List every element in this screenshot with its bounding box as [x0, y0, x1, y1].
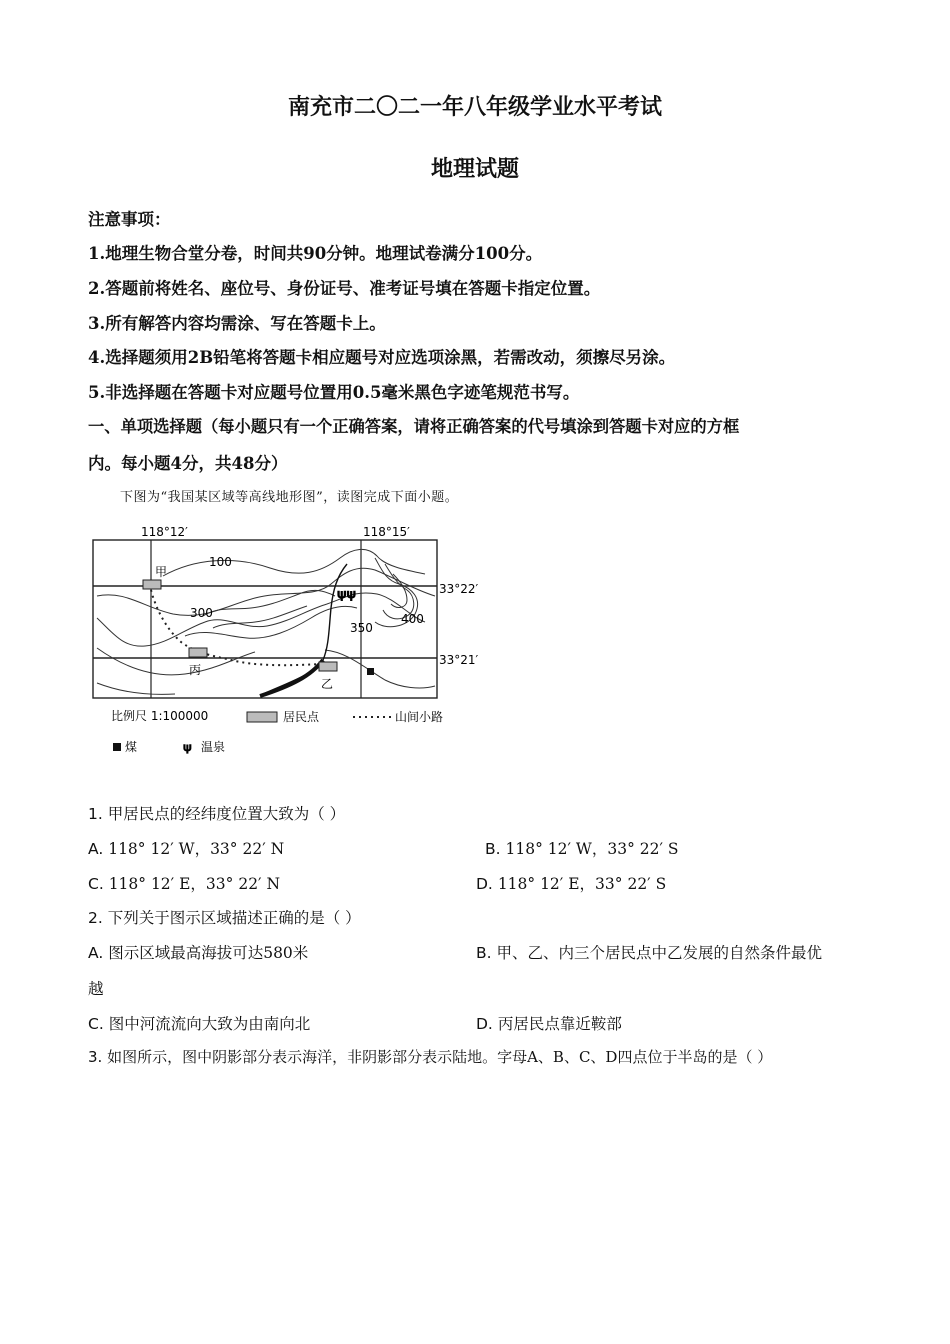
- legend-hotspring-label: 温泉: [201, 740, 226, 754]
- exam-subtitle: 地理试题: [430, 156, 519, 182]
- lat-bottom-label: 33°21′: [439, 653, 479, 667]
- section-heading-line1: 一、单项选择题（每小题只有一个正确答案，请将正确答案的代号填涂到答题卡对应的方框: [88, 417, 740, 436]
- legend-residential-swatch: [247, 712, 277, 722]
- contour-300-label: 300: [190, 606, 213, 620]
- legend-hotspring-swatch: 𝛙: [183, 740, 192, 754]
- q1-option-a[interactable]: A. 118° 12′ W，33° 22′ N: [88, 840, 285, 858]
- contour-lines: [97, 549, 435, 694]
- question-2-stem: 2. 下列关于图示区域描述正确的是（ ）: [88, 909, 361, 927]
- legend-coal-label: 煤: [125, 740, 138, 754]
- scale-label: 比例尺 1:100000: [111, 709, 209, 723]
- residential-yi: [319, 662, 337, 671]
- residential-jia: [143, 580, 161, 589]
- map-frame: [93, 540, 437, 698]
- q2-option-b-wrap: 越: [88, 980, 104, 998]
- legend-coal-swatch: [113, 743, 121, 751]
- hotspring-symbol: 𝛙𝛙: [337, 587, 356, 602]
- q2-option-d[interactable]: D. 丙居民点靠近鞍部: [476, 1015, 622, 1033]
- q1-option-c[interactable]: C. 118° 12′ E，33° 22′ N: [88, 875, 281, 893]
- notice-heading: 注意事项：: [88, 210, 171, 229]
- place-jia-label: 甲: [155, 565, 168, 579]
- contour-map: [85, 518, 485, 758]
- q1-option-b[interactable]: B. 118° 12′ W，33° 22′ S: [485, 840, 679, 858]
- notice-item-4: 4.选择题须用2B铅笔将答题卡相应题号对应选项涂黑，若需改动，须擦尽另涂。: [88, 348, 676, 367]
- contour-350-label: 350: [350, 621, 373, 635]
- q2-option-a[interactable]: A. 图示区域最高海拔可达580米: [88, 944, 309, 962]
- lon-right-label: 118°15′: [363, 525, 410, 539]
- lat-top-label: 33°22′: [439, 582, 479, 596]
- question-1-stem: 1. 甲居民点的经纬度位置大致为（ ）: [88, 805, 346, 823]
- lon-left-label: 118°12′: [141, 525, 188, 539]
- legend-path-label: 山间小路: [395, 710, 444, 724]
- q2-option-c[interactable]: C. 图中河流流向大致为由南向北: [88, 1015, 311, 1033]
- place-yi-label: 乙: [321, 677, 334, 691]
- q1-option-d[interactable]: D. 118° 12′ E，33° 22′ S: [476, 875, 667, 893]
- contour-100-label: 100: [209, 555, 232, 569]
- notice-item-3: 3.所有解答内容均需涂、写在答题卡上。: [88, 314, 386, 333]
- coal-symbol: [367, 668, 374, 675]
- mountain-path: [151, 590, 321, 665]
- exam-title: 南充市二〇二一年八年级学业水平考试: [287, 94, 662, 120]
- notice-item-2: 2.答题前将姓名、座位号、身份证号、准考证号填在答题卡指定位置。: [88, 279, 601, 298]
- notice-item-1: 1.地理生物合堂分卷，时间共90分钟。地理试卷满分100分。: [88, 244, 543, 263]
- notice-item-5: 5.非选择题在答题卡对应题号位置用0.5毫米黑色字迹笔规范书写。: [88, 383, 580, 402]
- figure-caption: 下图为“我国某区域等高线地形图”，读图完成下面小题。: [120, 490, 459, 505]
- q2-option-b[interactable]: B. 甲、乙、内三个居民点中乙发展的自然条件最优: [476, 944, 823, 962]
- section-heading-line2: 内。每小题4分，共48分）: [88, 454, 288, 473]
- place-bing-label: 丙: [189, 663, 202, 677]
- contour-400-label: 400: [401, 612, 424, 626]
- legend-residential-label: 居民点: [283, 710, 320, 724]
- question-3-stem: 3. 如图所示，图中阴影部分表示海洋，非阴影部分表示陆地。字母A、B、C、D四点位于半岛的是（ ）: [88, 1048, 773, 1066]
- residential-bing: [189, 648, 207, 657]
